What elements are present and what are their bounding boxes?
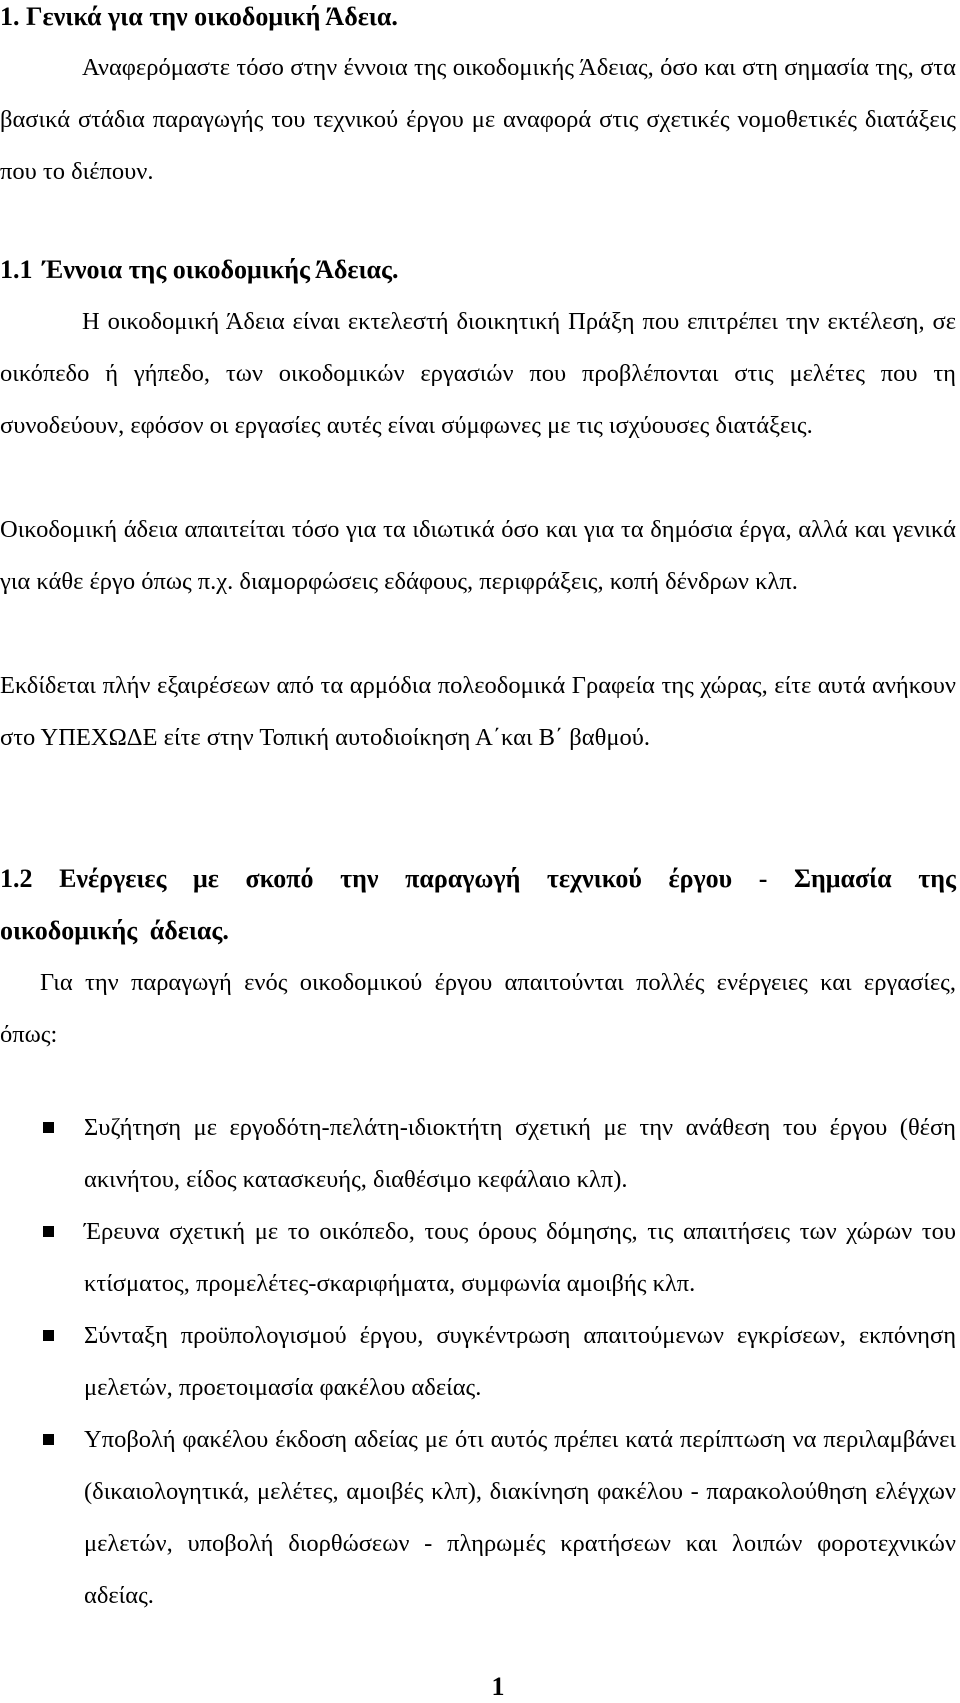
square-bullet-icon [43,1226,54,1237]
list-item-text: Συζήτηση με εργοδότη-πελάτη-ιδιοκτήτη σχετική με την ανάθεση του έργου (θέση ακινήτου, είδος κατασκευής, διαθέσιμο κεφάλαιο κλπ). [84,1114,956,1193]
section-1-1-heading [0,255,399,285]
section-1-1-title: Έννοια της οικοδομικής Άδειας. [42,255,399,284]
list-item [0,1414,956,1622]
square-bullet-icon [43,1122,54,1133]
permit-issuer-paragraph: Εκδίδεται πλήν εξαιρέσεων από τα αρμόδια πολεοδομικά Γραφεία της χώρας, είτε αυτά ανήκουν στο ΥΠΕΧΩΔΕ είτε στην Τοπική αυτοδιοίκηση Α΄και Β΄ βαθμού. [0,672,956,751]
section-1-intro-paragraph: Αναφερόμαστε τόσο στην έννοια της οικοδομικής Άδειας, όσο και στη σημασία της, στα βασικά στάδια παραγωγής του τεχνικού έργου με αναφορά στις σχετικές νομοθετικές διατάξεις που το διέπουν. [0,54,956,185]
tasks-bullet-list [0,1102,960,1622]
list-item-text: Υποβολή φακέλου έκδοση αδείας με ότι αυτός πρέπει κατά περίπτωση να περιλαμβάνει (δικαιολογητικά, μελέτες, αμοιβές κλπ), διακίνηση φακέλου - παρακολούθηση ελέγχων μελετών, υποβολή διορθώσεων - πληρωμές κρατήσεων και λοιπών φοροτεχνικών αδείας. [84,1426,956,1609]
permit-required-paragraph: Οικοδομική άδεια απαιτείται τόσο για τα ιδιωτικά όσο και για τα δημόσια έργα, αλλά και γενικά για κάθε έργο όπως π.χ. διαμορφώσεις εδάφους, περιφράξεις, κοπή δένδρων κλπ. [0,516,956,595]
square-bullet-icon [43,1330,54,1341]
list-item-text: Έρευνα σχετική με το οικόπεδο, τους όρους δόμησης, τις απαιτήσεις των χώρων του κτίσματος, προμελέτες-σκαριφήματα, συμφωνία αμοιβής κλπ. [84,1218,956,1297]
list-item [0,1310,956,1414]
page-number: 1 [491,1672,505,1701]
definition-paragraph: Η οικοδομική Άδεια είναι εκτελεστή διοικητική Πράξη που επιτρέπει την εκτέλεση, σε οικόπεδο ή γήπεδο, των οικοδομικών εργασιών που προβλέπονται στις μελέτες που τη συνοδεύουν, εφόσον οι εργασίες αυτές είναι σύμφωνες με τις ισχύουσες διατάξεις. [0,308,956,439]
section-1-heading: 1. Γενικά για την οικοδομική Άδεια. [0,2,398,31]
section-1-2-intro-paragraph: Για την παραγωγή ενός οικοδομικού έργου απαιτούνται πολλές ενέργειες και εργασίες, όπως: [0,969,956,1048]
section-1-1-number: 1.1 [0,255,33,284]
section-1-2-heading: 1.2 Ενέργειες με σκοπό την παραγωγή τεχνικού έργου - Σημασία της οικοδομικής άδειας. [0,864,956,945]
list-item [0,1206,956,1310]
list-item-text: Σύνταξη προϋπολογισμού έργου, συγκέντρωση απαιτούμενων εγκρίσεων, εκπόνηση μελετών, προετοιμασία φακέλου αδείας. [84,1322,956,1401]
list-item [0,1102,956,1206]
square-bullet-icon [43,1434,54,1445]
